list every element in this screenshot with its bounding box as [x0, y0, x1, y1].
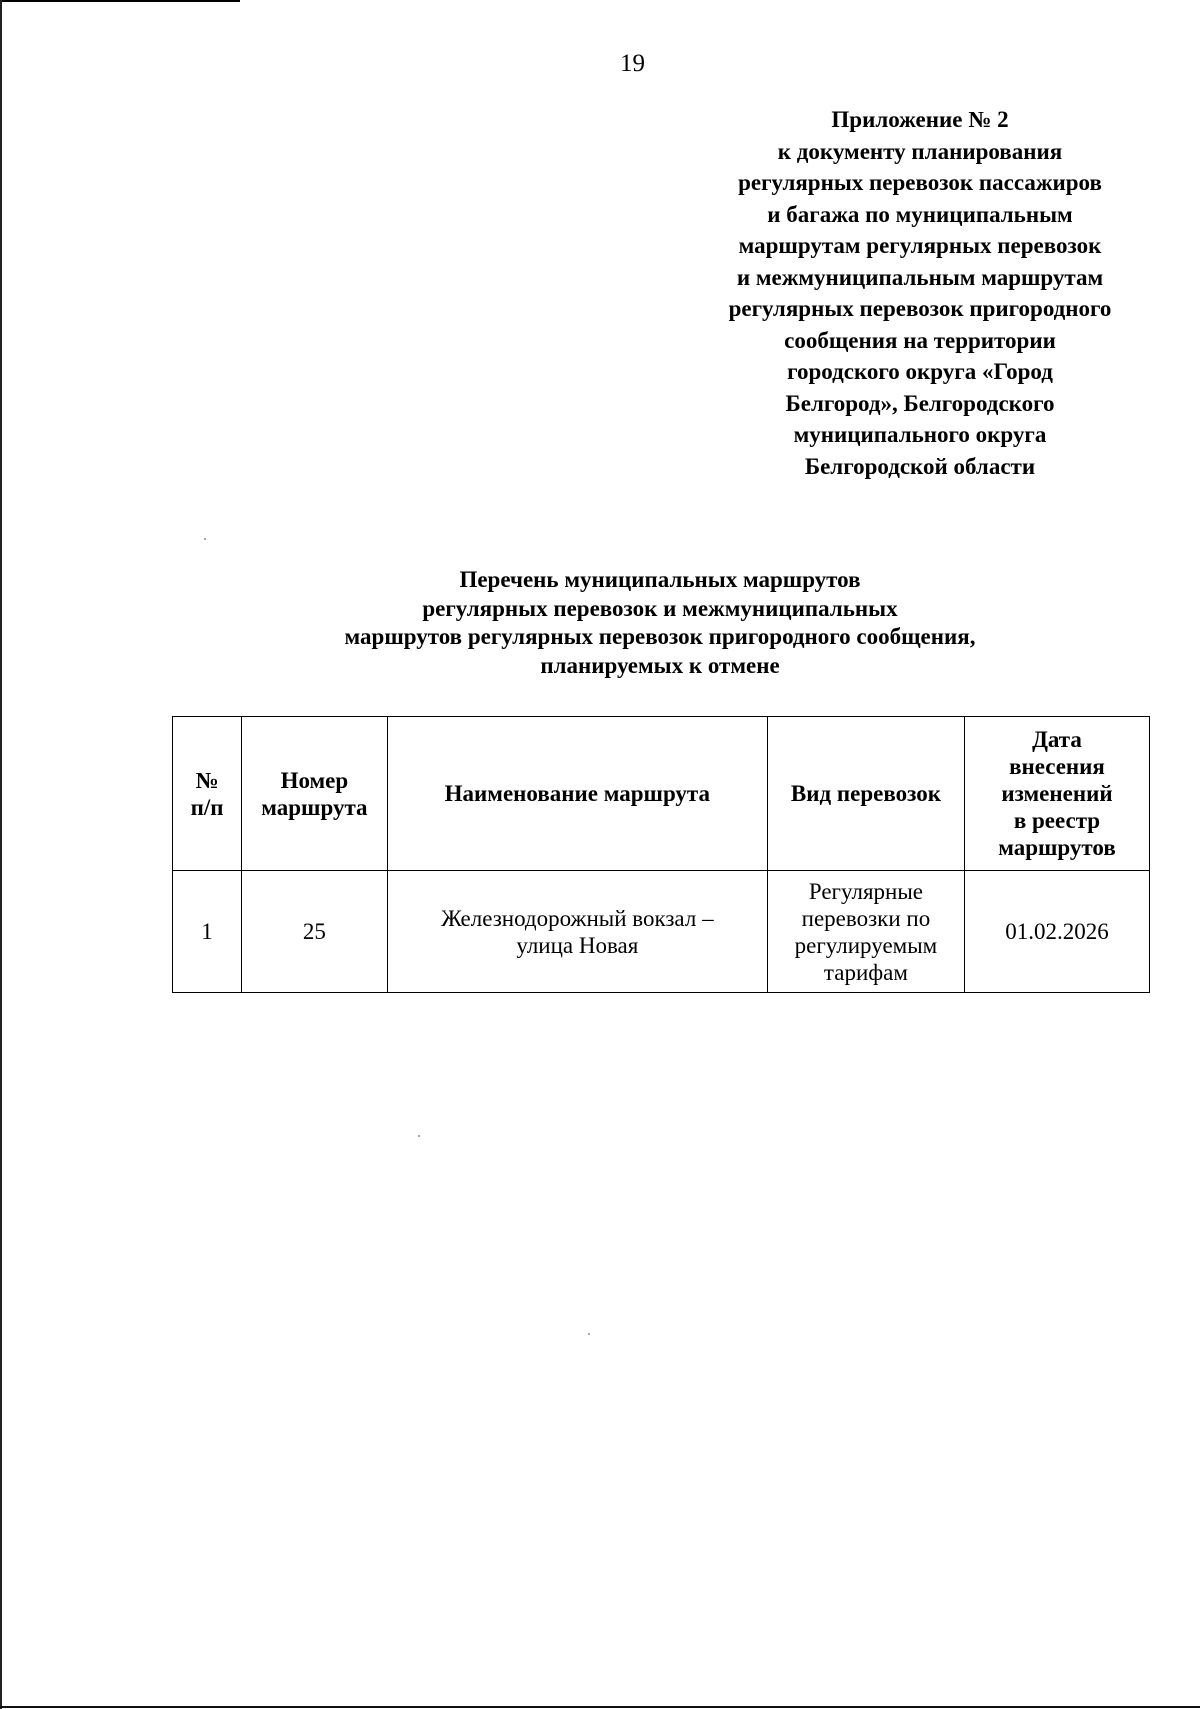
header-line: маршрутов: [998, 835, 1116, 860]
cell-route-name: [387, 871, 767, 993]
scan-edge-top: [0, 0, 240, 2]
scan-speck: [588, 1333, 590, 1335]
appendix-line: к документу планирования: [777, 138, 1063, 164]
appendix-line: городского округа «Город: [787, 359, 1053, 384]
cell-line: 01.02.2026: [1005, 919, 1109, 944]
routes-table: [172, 716, 1150, 993]
header-line: изменений: [1001, 781, 1113, 806]
cell-transport-type: [767, 871, 964, 993]
cell-line: регулируемым: [794, 932, 938, 958]
header-line: Наименование маршрута: [444, 781, 711, 806]
appendix-header: [700, 104, 1140, 482]
page-number: 19: [620, 50, 645, 77]
header-transport-type: [767, 717, 964, 871]
header-line: маршрута: [261, 794, 368, 820]
cell-line: улица Новая: [516, 932, 639, 958]
list-title-line: регулярных перевозок и межмуниципальных: [422, 595, 898, 621]
header-line: Номер: [280, 767, 349, 793]
header-route-number: [242, 717, 388, 871]
header-registry-date: [964, 717, 1149, 871]
list-title-line: маршрутов регулярных перевозок пригородного сообщения,: [344, 624, 976, 649]
cell-line: 1: [201, 919, 213, 944]
appendix-line: регулярных перевозок пригородного: [728, 296, 1112, 321]
scan-speck: [204, 538, 206, 540]
cell-route-number: [242, 871, 388, 993]
appendix-line: Приложение № 2: [831, 107, 1009, 132]
header-line: №: [195, 767, 219, 793]
cell-registry-date: [964, 871, 1149, 993]
cell-line: 25: [302, 919, 326, 944]
scan-edge-bottom: [0, 1706, 1200, 1708]
appendix-line: Белгород», Белгородского: [785, 390, 1055, 416]
cell-line: Железнодорожный вокзал –: [441, 905, 714, 931]
header-line: Вид перевозок: [790, 781, 941, 806]
appendix-line: Белгородской области: [804, 453, 1036, 479]
scan-speck: [418, 1135, 420, 1137]
appendix-line: регулярных перевозок пассажиров: [738, 170, 1102, 195]
cell-number: [173, 871, 242, 993]
list-title-line: Перечень муниципальных маршрутов: [459, 567, 861, 592]
header-line: в реестр: [1013, 808, 1101, 833]
header-route-name: [387, 717, 767, 871]
list-title-line: планируемых к отмене: [540, 652, 780, 678]
header-line: Дата: [1032, 727, 1082, 752]
cell-line: тарифам: [823, 959, 908, 985]
cell-line: Регулярные: [808, 878, 924, 904]
list-title: [170, 566, 1150, 680]
appendix-line: маршрутам регулярных перевозок: [738, 233, 1102, 258]
appendix-line: и межмуниципальным маршрутам: [736, 264, 1104, 290]
table-row: [173, 871, 1150, 993]
cell-line: перевозки по: [801, 905, 931, 931]
header-line: внесения: [1009, 754, 1105, 779]
appendix-line: муниципального округа: [793, 422, 1047, 447]
appendix-line: и багажа по муниципальным: [767, 201, 1073, 227]
table-header-row: [173, 717, 1150, 871]
scan-edge-left: [0, 0, 2, 1709]
header-line: п/п: [190, 794, 224, 820]
appendix-line: сообщения на территории: [784, 327, 1056, 353]
header-number: [173, 717, 242, 871]
